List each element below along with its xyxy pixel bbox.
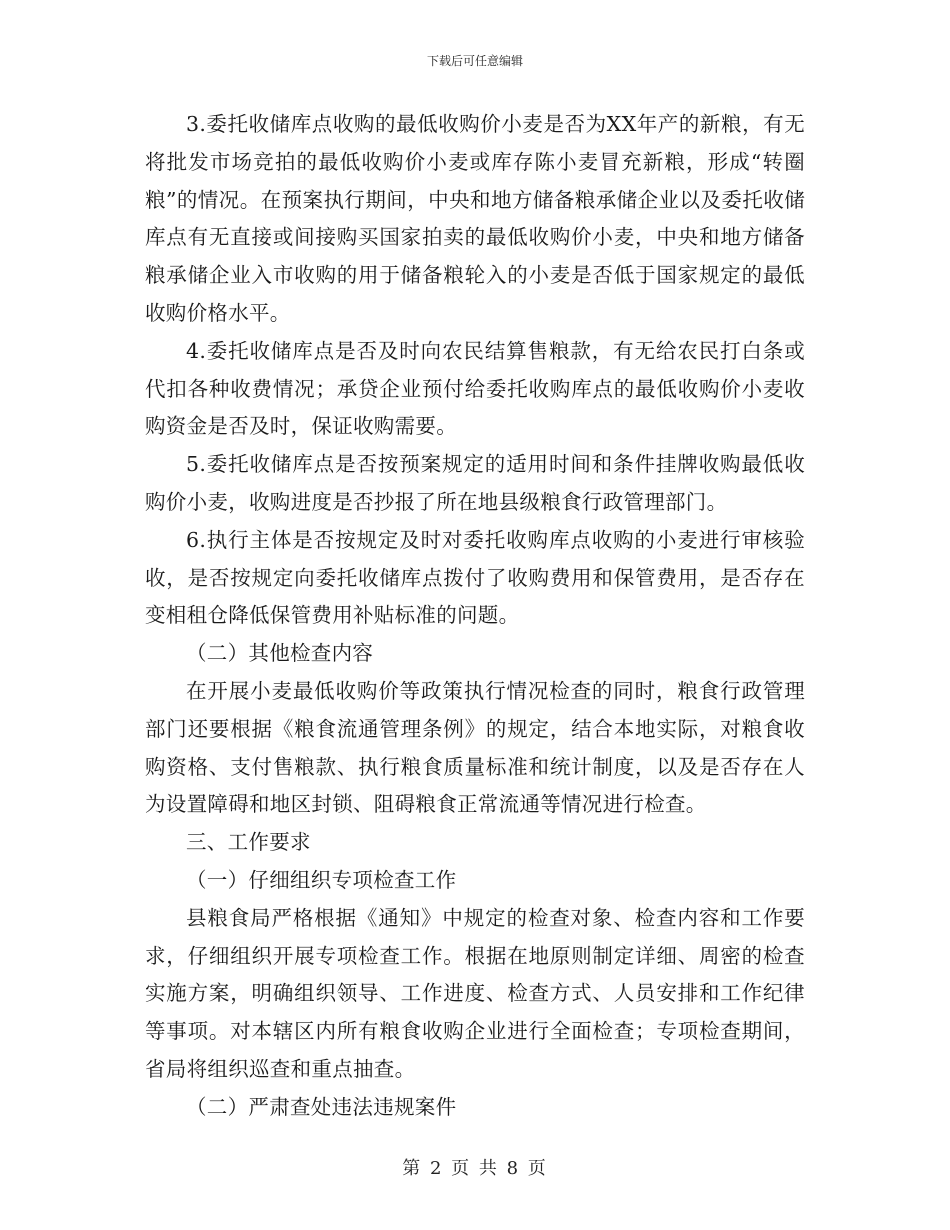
section-heading-other-checks: （二）其他检查内容 <box>186 641 374 666</box>
page-header-note: 下载后可任意编辑 <box>426 54 523 68</box>
paragraph-organize-inspection: 县粮食局严格根据《通知》中规定的检查对象、检查内容和工作要求，仔细组织开展专项检查工作。根据在地原则制定详细、周密的检查实施方案，明确组织领导、工作进度、检查方式、人员安排和工作纪律等事项。对本辖区内所有粮食收购企业进行全面检查；专项检查期间，省局将组织巡查和重点抽查。 <box>145 905 805 1081</box>
document-body <box>145 106 805 1127</box>
section-heading-investigate-cases: （二）严肃查处违法违规案件 <box>186 1094 457 1119</box>
section-heading-work-requirements: 三、工作要求 <box>186 830 311 855</box>
section-heading-organize-inspection: （一）仔细组织专项检查工作 <box>186 867 457 892</box>
paragraph-other-checks: 在开展小麦最低收购价等政策执行情况检查的同时，粮食行政管理部门还要根据《粮食流通管理条例》的规定，结合本地实际，对粮食收购资格、支付售粮款、执行粮食质量标准和统计制度，以及是否存在人为设置障碍和地区封锁、阻碍粮食正常流通等情况进行检查。 <box>145 678 805 817</box>
paragraph-item-5: 5.委托收储库点是否按预案规定的适用时间和条件挂牌收购最低收购价小麦，收购进度是否抄报了所在地县级粮食行政管理部门。 <box>145 452 805 514</box>
paragraph-item-4: 4.委托收储库点是否及时向农民结算售粮款，有无给农民打白条或代扣各种收费情况；承贷企业预付给委托收购库点的最低收购价小麦收购资金是否及时，保证收购需要。 <box>145 338 805 439</box>
paragraph-item-6: 6.执行主体是否按规定及时对委托收购库点收购的小麦进行审核验收，是否按规定向委托收储库点拨付了收购费用和保管费用，是否存在变相租仓降低保管费用补贴标准的问题。 <box>145 527 805 628</box>
page-number: 第 2 页 共 8 页 <box>402 1158 548 1179</box>
paragraph-item-3: 3.委托收储库点收购的最低收购价小麦是否为XX年产的新粮，有无将批发市场竞拍的最低收购价小麦或库存陈小麦冒充新粮，形成“转圈粮”的情况。在预案执行期间，中央和地方储备粮承储企业以及委托收储库点有无直接或间接购买国家拍卖的最低收购价小麦，中央和地方储备粮承储企业入市收购的用于储备粮轮入的小麦是否低于国家规定的最低收购价格水平。 <box>145 112 805 325</box>
